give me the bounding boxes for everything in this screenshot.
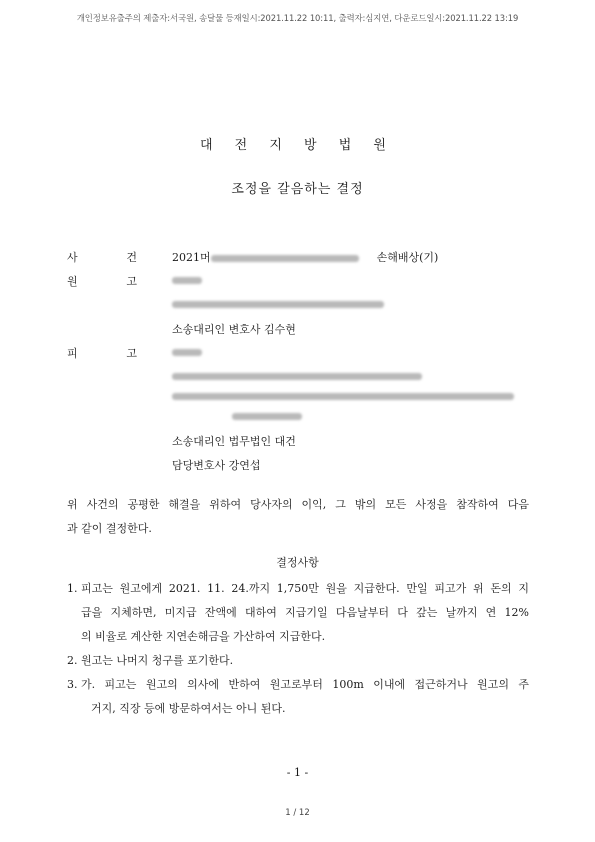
redacted-plaintiff-name [172,277,202,284]
court-name: 대 전 지 방 법 원 [199,138,395,153]
page-count: 1 / 12 [285,808,310,818]
page-marker: - 1 - [286,766,309,779]
redacted-defendant-name [172,349,202,356]
decision-item-1: 1. 피고는 원고에게 2021. 11. 24.까지 1,750만 원을 지급한다. 만일 피고가 위 돈의 지 급을 지체하면, 미지급 잔액에 대하여 지급기일 다음날부터 다 갚는 날까지 연 12% 의 비율로 계산한 지연손해금을 가산하여 지급한다. [67,582,529,643]
plaintiff-label: 원 고 [67,275,137,288]
defendant-delivery-address-cont [232,409,302,422]
redacted-case-number [211,255,359,262]
defendant-delivery-address [172,389,514,402]
case-number: 2021머 손해배상(기) [172,251,439,264]
defendant-counsel: 소송대리인 법무법인 대건 [172,435,296,448]
decision-item-2: 2. 원고는 나머지 청구를 포기한다. [67,654,234,667]
defendant-name [172,345,202,358]
redacted-defendant-delivery-address [172,393,514,400]
defendant-attorney: 담당변호사 강연섭 [172,459,261,472]
redacted-plaintiff-address [172,301,384,308]
redacted-defendant-delivery-address-cont [232,413,302,420]
print-header: 개인정보유출주의 제출자:서국원, 송달물 등재일시:2021.11.22 10:11, 출력자:심지연, 다운로드일시:2021.11.22 13:19 [76,13,519,23]
intro-paragraph: 위 사건의 공평한 해결을 위하여 당사자의 이익, 그 밖의 모든 사정을 참작하여 다음 과 같이 결정한다. [67,498,529,535]
plaintiff-name [172,273,202,286]
plaintiff-address [172,297,384,310]
redacted-defendant-address [172,373,422,380]
decision-title: 결정사항 [276,556,319,569]
case-label: 사 건 [67,251,137,264]
plaintiff-counsel: 소송대리인 변호사 김수현 [172,323,296,336]
document-title: 조정을 갈음하는 결정 [231,182,364,197]
defendant-address [172,369,422,382]
defendant-label: 피 고 [67,347,137,360]
decision-item-3: 3. 가. 피고는 원고의 의사에 반하여 원고로부터 100m 이내에 접근하거나 원고의 주 거지, 직장 등에 방문하여서는 아니 된다. [67,678,529,715]
